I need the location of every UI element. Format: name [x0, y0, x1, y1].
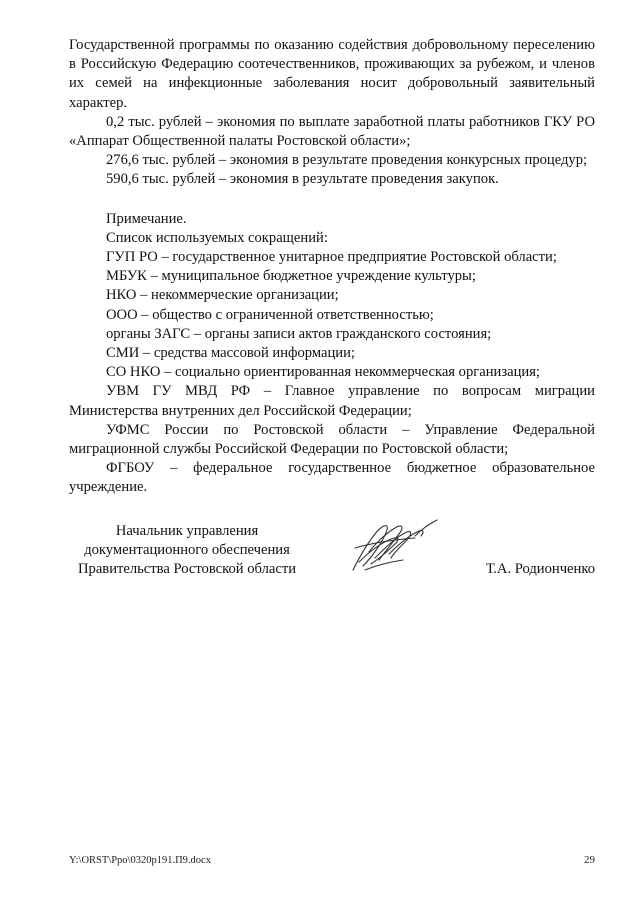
handwritten-signature-icon [345, 514, 445, 576]
economy-item-salary: 0,2 тыс. рублей – экономия по выплате заработной платы работников ГКУ РО «Аппарат Общественной палаты Ростовской области»; [69, 113, 595, 150]
abbreviation-so-nko: СО НКО – социально ориентированная некоммерческая организация; [106, 364, 540, 381]
continuation-paragraph: Государственной программы по оказанию содействия добровольному переселению в Российскую Федерацию соотечественников, проживающих за рубежом, и членов их семей на инфекционные заболевания носит добровольный заявительный характер. [69, 37, 595, 111]
abbreviation-smi: СМИ – средства массовой информации; [106, 345, 355, 362]
abbreviations-heading: Список используемых сокращений: [106, 229, 328, 246]
signatory-title-line-3: Правительства Ростовской области [77, 561, 297, 578]
paragraph-spacer [69, 190, 595, 210]
abbreviation-ooo: ООО – общество с ограниченной ответственностью; [106, 306, 434, 323]
economy-item-tenders: 276,6 тыс. рублей – экономия в результате проведения конкурсных процедур; [106, 152, 588, 169]
abbreviation-mbuk: МБУК – муниципальное бюджетное учреждение культуры; [106, 268, 476, 285]
abbreviation-nko: НКО – некоммерческие организации; [106, 287, 339, 304]
signatory-title [69, 522, 305, 580]
economy-item-purchases: 590,6 тыс. рублей – экономия в результате проведения закупок. [106, 171, 499, 188]
document-body [69, 36, 595, 498]
abbreviation-uvm: УВМ ГУ МВД РФ – Главное управление по вопросам миграции Министерства внутренних дел Российской Федерации; [69, 383, 595, 419]
abbreviation-gup-ro: ГУП РО – государственное унитарное предприятие Ростовской области; [106, 249, 557, 266]
page-number: 29 [584, 854, 595, 866]
abbreviation-fgbou: ФГБОУ – федеральное государственное бюджетное образовательное учреждение. [69, 460, 595, 496]
note-heading: Примечание. [106, 210, 187, 227]
signature-block [69, 522, 595, 582]
footer-file-path: Y:\ORST\Ppo\0320p191.П9.docx [69, 855, 211, 866]
signatory-title-line-2: документационного обеспечения [84, 542, 290, 559]
signatory-name: Т.А. Родионченко [485, 561, 595, 577]
signatory-title-line-1: Начальник управления [115, 523, 259, 539]
abbreviation-zags: органы ЗАГС – органы записи актов гражданского состояния; [106, 325, 492, 342]
abbreviation-ufms: УФМС России по Ростовской области – Управление Федеральной миграционной службы Российской Федерации по Ростовской области; [69, 421, 595, 458]
